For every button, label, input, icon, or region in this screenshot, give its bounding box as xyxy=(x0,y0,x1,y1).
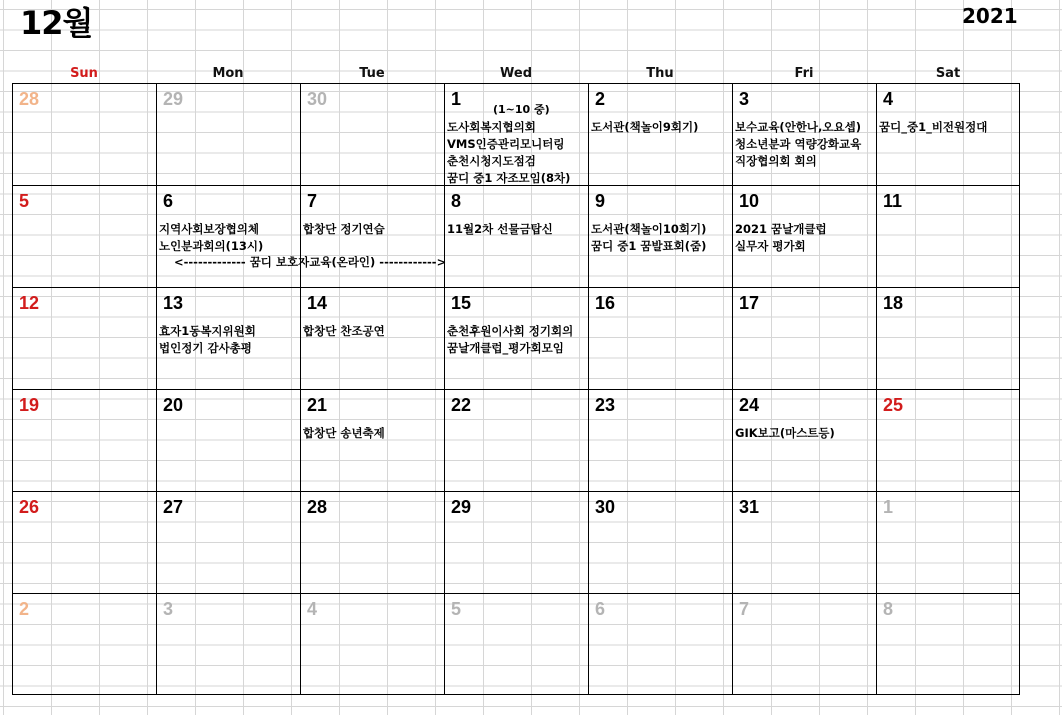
weekday-wed: Wed xyxy=(500,66,532,81)
day-cell[interactable] xyxy=(301,84,445,186)
day-number: 1 xyxy=(451,89,462,109)
event-item[interactable]: 꿈디_중1_비전원정대 xyxy=(879,120,988,134)
day-cell[interactable] xyxy=(157,390,301,492)
day-number: 3 xyxy=(739,89,750,109)
day-cell[interactable] xyxy=(877,594,1019,694)
event-list xyxy=(735,221,875,255)
day-number: 6 xyxy=(163,191,174,211)
day-cell[interactable] xyxy=(445,186,589,288)
weekday-sat: Sat xyxy=(935,66,961,81)
day-cell[interactable] xyxy=(877,390,1019,492)
event-item[interactable]: 11월2차 선물금탑신 xyxy=(447,222,553,236)
event-list xyxy=(447,323,587,357)
spanning-event[interactable]: <------------- 꿈디 보호자교육(온라인) ------------> xyxy=(174,255,447,269)
event-item[interactable]: 실무자 평가회 xyxy=(735,239,806,253)
day-number: 23 xyxy=(595,395,616,415)
event-list xyxy=(303,221,443,238)
day-cell[interactable] xyxy=(733,390,877,492)
day-number: 2 xyxy=(19,599,30,619)
event-list xyxy=(735,425,875,442)
day-number: 6 xyxy=(595,599,606,619)
day-cell[interactable] xyxy=(13,84,157,186)
day-number: 16 xyxy=(595,293,616,313)
day-number: 2 xyxy=(595,89,606,109)
day-cell[interactable] xyxy=(157,288,301,390)
day-number: 30 xyxy=(307,89,328,109)
day-number: 27 xyxy=(163,497,184,517)
day-cell[interactable] xyxy=(301,288,445,390)
event-item[interactable]: 꿈디 중1 자조모임(8차) xyxy=(447,171,571,185)
day-cell[interactable] xyxy=(445,390,589,492)
event-list xyxy=(879,119,1018,136)
day-number: 8 xyxy=(883,599,894,619)
day-cell[interactable] xyxy=(13,492,157,594)
day-cell[interactable] xyxy=(589,288,733,390)
day-cell[interactable] xyxy=(733,84,877,186)
day-cell[interactable] xyxy=(157,492,301,594)
day-number: 24 xyxy=(739,395,760,415)
weekday-thu: Thu xyxy=(646,66,674,81)
day-cell[interactable] xyxy=(877,492,1019,594)
day-number: 28 xyxy=(307,497,328,517)
weekday-tue: Tue xyxy=(359,66,385,81)
day-number: 13 xyxy=(163,293,184,313)
event-item[interactable]: 꿈날개클럽_평가회모임 xyxy=(447,341,564,355)
event-list xyxy=(303,425,443,442)
event-item[interactable]: 합창단 찬조공연 xyxy=(303,324,385,338)
year-label: 2021 xyxy=(962,4,1018,28)
day-cell[interactable] xyxy=(445,492,589,594)
day-number: 29 xyxy=(163,89,184,109)
day-number: 29 xyxy=(451,497,472,517)
day-number: 18 xyxy=(883,293,904,313)
day-cell[interactable] xyxy=(13,288,157,390)
event-item[interactable]: 보수교육(안한나,오요셉) xyxy=(735,120,861,134)
day-number: 11 xyxy=(883,191,903,211)
day-cell[interactable] xyxy=(301,390,445,492)
day-number: 3 xyxy=(163,599,174,619)
day-number: 20 xyxy=(163,395,184,415)
event-item[interactable]: 청소년분과 역량강화교육 xyxy=(735,137,862,151)
event-item[interactable]: 도서관(책놀이9회기) xyxy=(591,120,699,134)
event-item[interactable]: 효자1동복지위원회 xyxy=(159,324,256,338)
weekday-sun: Sun xyxy=(70,66,98,81)
day-cell[interactable] xyxy=(13,390,157,492)
day-cell[interactable] xyxy=(589,594,733,694)
event-item[interactable]: 합창단 송년축제 xyxy=(303,426,385,440)
event-list xyxy=(591,221,731,255)
month-title: 12월 xyxy=(20,4,93,42)
day-number: 28 xyxy=(19,89,40,109)
day-cell[interactable] xyxy=(301,594,445,694)
day-cell[interactable] xyxy=(733,186,877,288)
day-cell[interactable] xyxy=(733,288,877,390)
event-item[interactable]: 지역사회보장협의체 xyxy=(159,222,259,236)
event-list xyxy=(159,323,299,357)
day-number: 4 xyxy=(307,599,318,619)
event-item[interactable]: 도사회복지협의회 xyxy=(447,120,536,134)
day-cell[interactable] xyxy=(301,186,445,288)
day-cell[interactable] xyxy=(733,594,877,694)
day-cell[interactable] xyxy=(157,594,301,694)
day-number: 12 xyxy=(19,293,40,313)
day-note: (1~10 중) xyxy=(493,103,550,116)
event-item[interactable]: 2021 꿈날개클럽 xyxy=(735,222,827,236)
day-number: 4 xyxy=(883,89,894,109)
day-number: 22 xyxy=(451,395,472,415)
day-number: 17 xyxy=(739,293,760,313)
day-number: 5 xyxy=(451,599,462,619)
event-item[interactable]: 꿈디 중1 꿈발표회(줌) xyxy=(591,239,707,253)
event-list xyxy=(447,221,587,238)
day-number: 7 xyxy=(307,191,318,211)
day-cell[interactable] xyxy=(733,492,877,594)
event-item[interactable]: 춘천시청지도점검 xyxy=(447,154,536,168)
day-cell[interactable] xyxy=(445,84,589,186)
day-number: 10 xyxy=(739,191,760,211)
day-number: 5 xyxy=(19,191,30,211)
event-item[interactable]: 합창단 정기연습 xyxy=(303,222,385,236)
weekday-fri: Fri xyxy=(794,66,814,81)
day-cell[interactable] xyxy=(445,594,589,694)
day-cell[interactable] xyxy=(589,84,733,186)
weekday-mon: Mon xyxy=(212,66,244,81)
day-number: 15 xyxy=(451,293,472,313)
day-number: 9 xyxy=(595,191,606,211)
event-item[interactable]: 법인정기 감사총평 xyxy=(159,341,252,355)
day-number: 7 xyxy=(739,599,750,619)
day-cell[interactable] xyxy=(589,186,733,288)
event-item[interactable]: 노인분과회의(13시) xyxy=(159,239,264,253)
day-cell[interactable] xyxy=(877,186,1019,288)
day-number: 26 xyxy=(19,497,40,517)
event-list xyxy=(591,119,731,136)
day-cell[interactable] xyxy=(157,84,301,186)
event-item[interactable]: 도서관(책놀이10회기) xyxy=(591,222,707,236)
day-cell[interactable] xyxy=(13,186,157,288)
day-cell[interactable] xyxy=(445,288,589,390)
day-cell[interactable] xyxy=(877,84,1019,186)
day-number: 25 xyxy=(883,395,904,415)
day-cell[interactable] xyxy=(877,288,1019,390)
day-cell[interactable] xyxy=(157,186,301,288)
event-item[interactable]: GIK보고(마스트등) xyxy=(735,426,835,440)
calendar-grid xyxy=(12,83,1020,695)
day-number: 30 xyxy=(595,497,616,517)
day-cell[interactable] xyxy=(589,492,733,594)
day-number: 14 xyxy=(307,293,328,313)
day-number: 19 xyxy=(19,395,40,415)
event-list xyxy=(159,221,299,255)
day-number: 21 xyxy=(307,395,328,415)
event-item[interactable]: VMS인증관리모니터링 xyxy=(447,137,565,151)
day-cell[interactable] xyxy=(13,594,157,694)
event-item[interactable]: 춘천후원이사회 정기회의 xyxy=(447,324,574,338)
day-number: 8 xyxy=(451,191,462,211)
day-number: 31 xyxy=(739,497,760,517)
event-list xyxy=(447,119,587,187)
day-number: 1 xyxy=(883,497,894,517)
event-list xyxy=(735,119,875,170)
event-item[interactable]: 직장협의회 회의 xyxy=(735,154,817,168)
day-cell[interactable] xyxy=(301,492,445,594)
event-list xyxy=(303,323,443,340)
day-cell[interactable] xyxy=(589,390,733,492)
